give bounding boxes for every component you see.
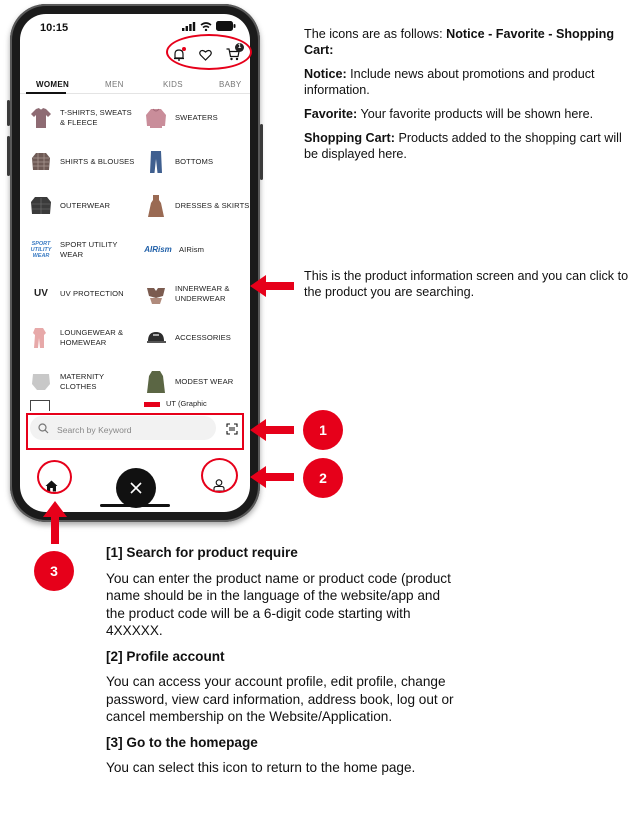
callout-2: 2 [303, 458, 343, 498]
status-time: 10:15 [40, 22, 69, 34]
category-item[interactable] [135, 316, 250, 359]
category-item[interactable] [135, 228, 250, 271]
header-icons-highlight [166, 34, 252, 70]
arrow-left-icon [248, 466, 294, 488]
active-tab-indicator [26, 92, 66, 94]
category-item[interactable] [135, 360, 250, 403]
power-button [260, 124, 263, 180]
desc-1-text: You can enter the product name or product code (product name should be in the language of the website/app and the product code will be a 6-digit code starting with 4XXXXX. [106, 570, 451, 638]
partial-category-label: UT (Graphic [166, 399, 207, 408]
status-icons [182, 21, 236, 31]
tab-women[interactable]: WOMEN [36, 80, 70, 89]
close-icon [130, 482, 142, 494]
signal-icon [182, 22, 196, 31]
feature-descriptions [106, 544, 456, 785]
desc-3-text: You can select this icon to return to the home page. [106, 760, 416, 775]
category-label: BOTTOMS [175, 156, 214, 166]
search-placeholder: Search by Keyword [57, 425, 132, 435]
jeans-icon [143, 149, 169, 175]
category-label: ACCESSORIES [175, 332, 231, 342]
callout-3: 3 [34, 551, 74, 591]
cart-badge: 1 [235, 43, 244, 52]
dress-icon [143, 193, 169, 219]
icons-intro: The icons are as follows: Notice - Favorite - Shopping Cart: [304, 27, 615, 57]
desc-2-text: You can access your account profile, edit profile, change password, view card information, address book, log out or cancel membership on the Website/Application. [106, 674, 454, 724]
category-grid [20, 96, 250, 416]
innerwear-icon [143, 281, 169, 307]
category-label: UV PROTECTION [60, 288, 124, 298]
category-item[interactable] [20, 184, 135, 227]
category-item[interactable] [20, 96, 135, 139]
category-label: SHIRTS & BLOUSES [60, 156, 135, 166]
modest-icon [143, 369, 169, 395]
category-label: T-SHIRTS, SWEATS & FLEECE [60, 107, 132, 127]
category-item[interactable] [135, 184, 250, 227]
partial-item-icon [30, 400, 50, 411]
category-item[interactable] [135, 96, 250, 139]
arrow-up-icon [43, 500, 67, 544]
home-indicator [100, 504, 170, 507]
tab-kids[interactable]: KIDS [163, 80, 183, 89]
category-item[interactable] [135, 272, 250, 315]
airism-logo: AIRism [144, 245, 172, 254]
category-label: MODEST WEAR [175, 376, 234, 386]
maternity-icon [28, 369, 54, 395]
battery-icon [216, 21, 236, 31]
search-highlight [26, 413, 244, 450]
close-button[interactable] [116, 468, 156, 508]
arrow-left-icon [248, 419, 294, 441]
favorite-note: Favorite: Your favorite products will be shown here. [304, 107, 594, 121]
arrow-left-icon [248, 275, 294, 297]
icons-notes [304, 26, 634, 170]
category-label: SWEATERS [175, 112, 218, 122]
category-label: AIRism [179, 244, 205, 254]
jacket-icon [28, 193, 54, 219]
tab-men[interactable]: MEN [105, 80, 124, 89]
uv-logo: UV [34, 288, 48, 299]
category-item[interactable] [20, 360, 135, 403]
callout-1: 1 [303, 410, 343, 450]
volume-button [7, 100, 10, 126]
desc-3-title: [3] Go to the homepage [106, 734, 258, 750]
tab-baby[interactable]: BABY [219, 80, 242, 89]
loungewear-icon [28, 325, 54, 351]
category-label: INNERWEAR & UNDERWEAR [175, 283, 230, 303]
category-label: LOUNGEWEAR & HOMEWEAR [60, 327, 124, 347]
category-item[interactable] [20, 316, 135, 359]
category-item[interactable] [20, 228, 135, 271]
category-label: DRESSES & SKIRTS [175, 200, 250, 210]
category-item[interactable] [20, 140, 135, 183]
tshirt-icon [28, 105, 54, 131]
volume-button-down [7, 136, 10, 176]
desc-1-title: [1] Search for product require [106, 545, 298, 560]
sweater-icon [143, 105, 169, 131]
category-label: MATERNITY CLOTHES [60, 371, 105, 391]
home-highlight [37, 460, 72, 494]
wifi-icon [200, 22, 212, 31]
category-label: OUTERWEAR [60, 200, 111, 210]
product-screen-note: This is the product information screen and you can click to the product you are searching. [304, 269, 629, 299]
desc-2-title: [2] Profile account [106, 648, 225, 664]
ut-logo [144, 402, 160, 407]
cap-icon [143, 325, 169, 351]
shirt-icon [28, 149, 54, 175]
cart-note: Shopping Cart: Products added to the shopping cart will be displayed here. [304, 131, 622, 161]
notice-note: Notice: Include news about promotions and product information. [304, 67, 595, 97]
category-item[interactable] [20, 272, 135, 315]
profile-highlight [201, 458, 238, 493]
category-label: SPORT UTILITY WEAR [60, 239, 118, 259]
category-item[interactable] [135, 140, 250, 183]
sport-utility-logo: SPORT UTILITY WEAR [30, 240, 52, 259]
